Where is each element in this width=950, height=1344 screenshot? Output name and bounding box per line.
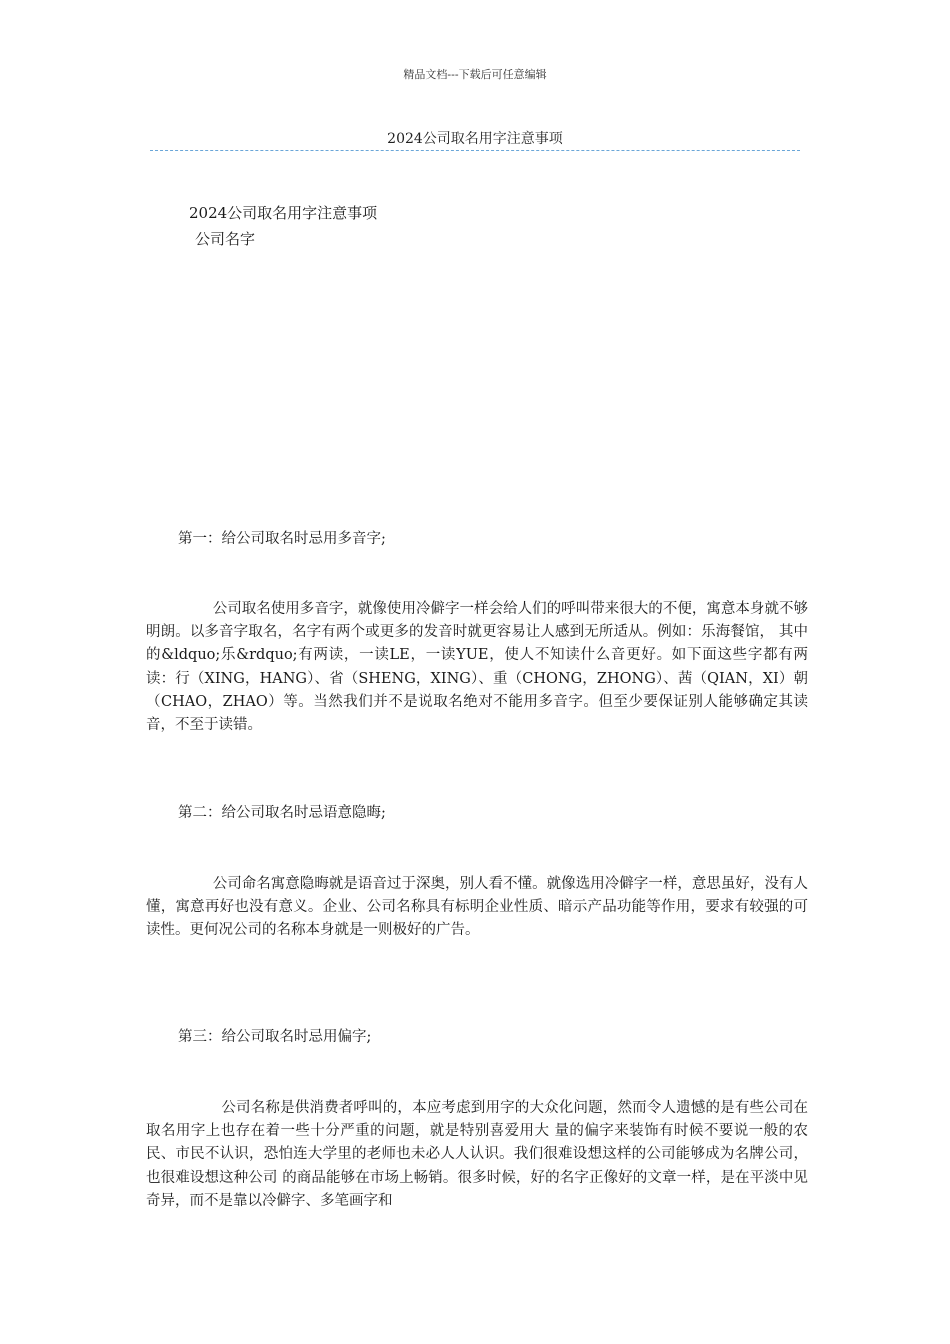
section-3-heading: 第三：给公司取名时忌用偏字;	[178, 1029, 372, 1045]
document-title: 2024公司取名用字注意事项	[387, 131, 563, 147]
section-2-heading: 第二：给公司取名时忌语意隐晦;	[178, 805, 386, 821]
title-divider	[150, 150, 800, 151]
section-3-body: 公司名称是供消费者呼叫的，本应考虑到用字的大众化问题，然而令人遗憾的是有些公司在取名用字上也存在着一些十分严重的问题，就是特别喜爱用大 量的偏字来装饰有时候不要说一般的农民、市民不认识，恐怕连大学里的老师也未必人人认识。我们很难设想这样的公司能够成为名牌公司，也很难设想这种公司 的商品能够在市场上畅销。很多时候，好的名字正像好的文章一样，是在平淡中见奇异，而不是靠以冷僻字、多笔画字和	[146, 1100, 808, 1209]
header-note: 精品文档---下载后可任意编辑	[403, 68, 547, 81]
intro-title: 2024公司取名用字注意事项	[189, 204, 378, 222]
intro-subtitle: 公司名字	[195, 230, 256, 248]
section-1-heading: 第一：给公司取名时忌用多音字;	[178, 531, 386, 547]
section-2-body: 公司命名寓意隐晦就是语音过于深奥，别人看不懂。就像选用冷僻字一样，意思虽好，没有人懂，寓意再好也没有意义。企业、公司名称具有标明企业性质、暗示产品功能等作用，要求有较强的可读性。更何况公司的名称本身就是一则极好的广告。	[146, 876, 808, 939]
section-1-body: 公司取名使用多音字，就像使用冷僻字一样会给人们的呼叫带来很大的不便，寓意本身就不够明朗。以多音字取名，名字有两个或更多的发音时就更容易让人感到无所适从。例如：乐海餐馆， 其中的&ldquo;乐&rdquo;有两读，一读LE，一读YUE，使人不知读什么音更好。如下面这些字都有两读：行（XING，HANG）、省（SHENG，XING）、重（CHONG，ZHONG）、茜（QIAN，XI）朝（CHAO，ZHAO）等。当然我们并不是说取名绝对不能用多音字。但至少要保证别人能够确定其读 音，不至于读错。	[146, 601, 808, 734]
